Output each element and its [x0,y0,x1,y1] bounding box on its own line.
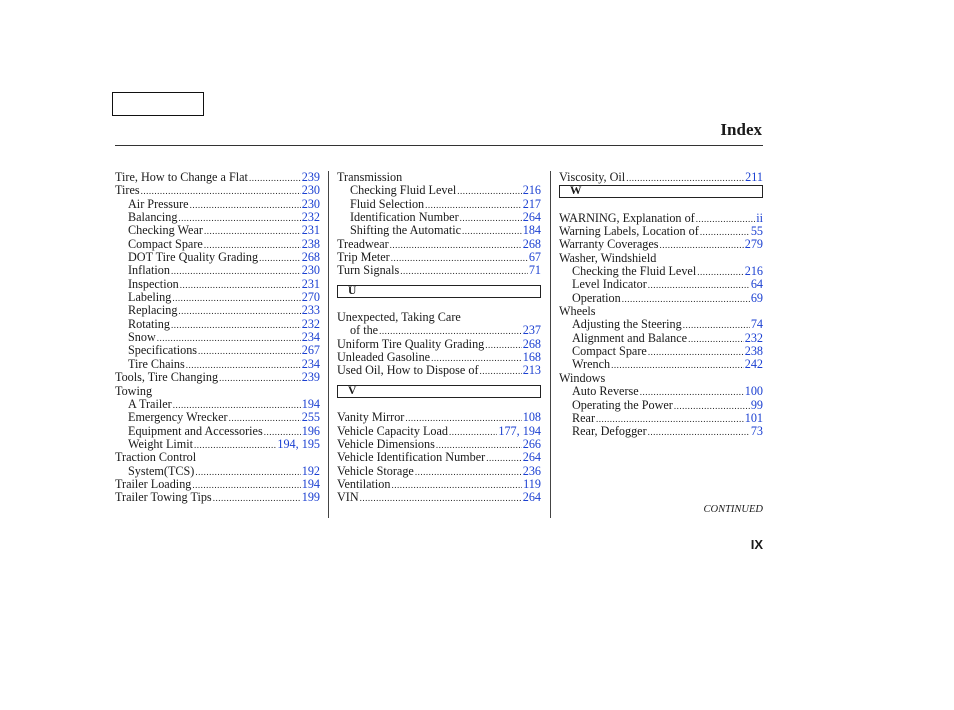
dot-leader [480,365,522,378]
spacer [337,298,541,311]
index-entry [337,478,541,491]
index-entry [337,351,541,364]
dot-leader [485,339,521,352]
dot-leader [486,452,521,465]
index-entry [337,251,541,264]
entry-label: Tire, How to Change a Flat [115,170,248,184]
entry-label: Used Oil, How to Dispose of [337,363,479,378]
dot-leader [683,319,750,332]
page-reference-link[interactable]: 266 [522,436,541,451]
entry-label: Compact Spare [572,344,647,359]
index-entry [337,264,541,277]
index-subentry [115,198,320,211]
index-entry [337,364,541,377]
spacer [559,198,763,211]
entry-label: Compact Spare [128,236,203,251]
dot-leader [190,199,301,212]
entry-label: Operation [572,290,621,305]
entry-label: VIN [337,490,359,505]
dot-leader [415,466,522,479]
entry-label: Snow [128,330,156,345]
entry-label: Towing [115,383,153,398]
index-letter-heading: U [337,285,541,298]
entry-label: Adjusting the Steering [572,317,682,332]
dot-leader [648,426,750,439]
entry-label: Fluid Selection [350,196,425,211]
entry-label: Trailer Towing Tips [115,490,212,505]
index-subentry [559,399,763,412]
page-reference-link[interactable]: 168 [522,350,541,365]
index-heading [337,311,541,324]
page-reference-link[interactable]: 268 [522,336,541,351]
index-entry [559,171,763,184]
page-reference-link[interactable]: 119 [523,476,541,491]
entry-label: Turn Signals [337,263,400,278]
dot-leader [194,439,276,452]
page-reference-link[interactable]: 231 [301,276,320,291]
index-subentry [115,331,320,344]
page-reference-link[interactable]: 264 [522,210,541,225]
page-reference-link[interactable]: 230 [301,183,320,198]
index-subentry [115,398,320,411]
entry-label: Vehicle Dimensions [337,436,435,451]
page-reference-link[interactable]: 237 [522,323,541,338]
page-reference-link[interactable]: 234 [301,330,320,345]
entry-label: Warranty Coverages [559,237,659,252]
page-reference-link[interactable]: 100 [744,384,763,399]
page-reference-link[interactable]: 268 [522,236,541,251]
entry-label: Checking Fluid Level [350,183,457,198]
index-subentry [115,344,320,357]
index-subentry [337,184,541,197]
dot-leader [622,293,750,306]
index-entry [559,238,763,251]
entry-label: Tire Chains [128,356,185,371]
entry-label: Operating the Power [572,397,673,412]
dot-leader [697,266,743,279]
page-reference-link[interactable]: 264 [522,490,541,505]
entry-label: Labeling [128,290,172,305]
index-heading [559,305,763,318]
index-entry [337,338,541,351]
entry-label: Shifting the Automatic [350,223,462,238]
page-reference-link[interactable]: 69 [750,290,763,305]
page-reference-link[interactable]: 74 [750,317,763,332]
dot-leader [204,225,301,238]
page-reference-link[interactable]: 216 [522,183,541,198]
index-subentry [337,211,541,224]
page-reference-link[interactable]: 238 [744,344,763,359]
index-letter-heading: V [337,385,541,398]
entry-label: Tools, Tire Changing [115,370,219,385]
entry-label: Ventilation [337,476,391,491]
continued-label: CONTINUED [703,504,763,515]
dot-leader [172,292,300,305]
index-entry [337,411,541,424]
entry-label: Balancing [128,210,178,225]
entry-label: Air Pressure [128,196,189,211]
page-number: IX [750,537,763,552]
page-reference-link[interactable]: 194, 195 [277,436,320,451]
entry-label: Transmission [337,170,403,184]
dot-leader [259,252,301,265]
page-reference-link[interactable]: 264 [522,450,541,465]
index-subentry [559,318,763,331]
entry-label: Trip Meter [337,250,390,265]
index-subentry [337,324,541,337]
index-subentry [115,318,320,331]
page-reference-link[interactable]: 216 [744,264,763,279]
page-reference-link[interactable]: 232 [301,210,320,225]
page-reference-link[interactable]: 99 [750,397,763,412]
dot-leader [648,346,744,359]
page-reference-link[interactable]: 196 [301,423,320,438]
entry-label: Inspection [128,276,179,291]
index-heading [337,171,541,184]
index-letter-heading: W [559,185,763,198]
dot-leader [195,466,300,479]
dot-leader [180,279,301,292]
entry-label: A Trailer [128,396,172,411]
dot-leader [449,426,497,439]
page-reference-link[interactable]: 242 [744,357,763,372]
entry-label: Auto Reverse [572,384,639,399]
dot-leader [390,239,522,252]
entry-label: Rear, Defogger [572,424,647,439]
entry-label: Checking the Fluid Level [572,264,697,279]
index-heading [115,451,320,464]
entry-label: Level Indicator [572,277,647,292]
index-entry [337,451,541,464]
entry-label: Uniform Tire Quality Grading [337,336,485,351]
page-reference-link[interactable]: 232 [744,330,763,345]
index-subentry [559,278,763,291]
index-subentry [337,198,541,211]
entry-label: Alignment and Balance [572,330,688,345]
page-reference-link[interactable]: 233 [301,303,320,318]
dot-leader [171,265,301,278]
dot-leader [198,345,301,358]
entry-label: Windows [559,370,606,385]
page-reference-link[interactable]: 217 [522,196,541,211]
page-reference-link[interactable]: 192 [301,463,320,478]
dot-leader [626,172,744,185]
dot-leader [460,212,522,225]
page-reference-link[interactable]: 101 [744,410,763,425]
entry-label: Specifications [128,343,198,358]
page-reference-link[interactable]: 239 [301,370,320,385]
index-subentry [115,211,320,224]
dot-leader [462,225,522,238]
page-reference-link[interactable]: 267 [301,343,320,358]
dot-leader [648,279,750,292]
entry-label: Emergency Wrecker [128,410,228,425]
entry-label: Checking Wear [128,223,203,238]
index-subentry [559,345,763,358]
page-reference-link[interactable]: 239 [301,170,320,184]
page-reference-link[interactable]: 194 [301,396,320,411]
index-subentry [559,292,763,305]
dot-leader [219,372,301,385]
index-subentry [115,251,320,264]
index-subentry [559,425,763,438]
entry-label: Replacing [128,303,178,318]
index-subentry [559,265,763,278]
index-entry [337,425,541,438]
index-subentry [115,411,320,424]
page-reference-link[interactable]: 55 [750,224,763,239]
index-subentry [115,304,320,317]
index-heading [559,252,763,265]
section-tab-box [112,92,204,116]
entry-label: Warning Labels, Location of [559,224,699,239]
entry-label: Vehicle Identification Number [337,450,486,465]
index-heading [115,385,320,398]
dot-leader [660,239,744,252]
index-entry [559,212,763,225]
column-divider-1 [328,171,329,518]
entry-label: Viscosity, Oil [559,170,626,184]
entry-label: Traction Control [115,450,197,465]
page-reference-link[interactable]: 213 [522,363,541,378]
entry-label: Unexpected, Taking Care [337,310,461,325]
entry-label: of the [350,323,379,338]
entry-label: DOT Tire Quality Grading [128,250,259,265]
index-subentry [115,425,320,438]
index-subentry [337,224,541,237]
index-entry [337,465,541,478]
index-entry [115,171,320,184]
index-entry [337,491,541,504]
index-subentry [115,358,320,371]
index-entry [115,371,320,384]
index-entry [115,478,320,491]
page-reference-link[interactable]: ii [756,210,763,225]
page-reference-link[interactable]: 238 [301,236,320,251]
page-reference-link[interactable]: 268 [301,250,320,265]
entry-label: Trailer Loading [115,476,192,491]
index-subentry [115,438,320,451]
index-subentry [559,385,763,398]
page-reference-link[interactable]: 230 [301,263,320,278]
dot-leader [360,492,522,505]
dot-leader [688,333,744,346]
page-reference-link[interactable]: 67 [528,250,541,265]
index-subentry [115,465,320,478]
dot-leader [178,305,300,318]
dot-leader [400,265,528,278]
index-subentry [115,224,320,237]
page-reference-link[interactable]: 64 [750,277,763,292]
dot-leader [611,359,744,372]
dot-leader [391,479,522,492]
page-reference-link[interactable]: 71 [528,263,541,278]
index-subentry [559,412,763,425]
entry-label: Tires [115,183,140,198]
dot-leader [249,172,301,185]
page-reference-link[interactable]: 236 [522,463,541,478]
entry-label: Vanity Mirror [337,410,405,425]
page-reference-link[interactable]: 177, 194 [498,423,541,438]
entry-label: Wheels [559,304,596,319]
page-reference-link[interactable]: 234 [301,356,320,371]
dot-leader [696,213,755,226]
page-reference-link[interactable]: 231 [301,223,320,238]
dot-leader [674,400,750,413]
entry-label: Identification Number [350,210,459,225]
page-reference-link[interactable]: 230 [301,196,320,211]
index-subentry [115,278,320,291]
page-title: Index [720,120,762,139]
index-column-1 [115,171,320,505]
entry-label: Vehicle Capacity Load [337,423,448,438]
index-heading [559,372,763,385]
entry-label: Treadwear [337,236,389,251]
page-reference-link[interactable]: 73 [750,424,763,439]
entry-label: Unleaded Gasoline [337,350,431,365]
entry-label: Rear [572,410,596,425]
index-entry [337,438,541,451]
entry-label: System(TCS) [128,463,195,478]
index-subentry [115,291,320,304]
header-divider [115,145,763,146]
entry-label: Rotating [128,316,170,331]
dot-leader [171,319,301,332]
page-reference-link[interactable]: 199 [301,490,320,505]
index-subentry [115,238,320,251]
entry-label: Inflation [128,263,170,278]
index-subentry [559,332,763,345]
index-entry [337,238,541,251]
dot-leader [213,492,301,505]
index-entry [559,225,763,238]
dot-leader [700,226,750,239]
index-subentry [115,264,320,277]
column-divider-2 [550,171,551,518]
dot-leader [391,252,528,265]
page-reference-link[interactable]: 108 [522,410,541,425]
entry-label: Wrench [572,357,611,372]
entry-label: Vehicle Storage [337,463,414,478]
index-column-2 [337,171,541,505]
index-entry [115,491,320,504]
page-reference-link[interactable]: 232 [301,316,320,331]
page-reference-link[interactable]: 184 [522,223,541,238]
entry-label: Weight Limit [128,436,194,451]
index-entry [115,184,320,197]
entry-label: Equipment and Accessories [128,423,263,438]
entry-label: Washer, Windshield [559,250,657,265]
page-reference-link[interactable]: 211 [745,170,763,184]
page-reference-link[interactable]: 194 [301,476,320,491]
index-subentry [559,358,763,371]
entry-label: WARNING, Explanation of [559,210,695,225]
index-column-3 [559,171,763,439]
page-reference-link[interactable]: 270 [301,290,320,305]
page-reference-link[interactable]: 279 [744,237,763,252]
spacer [337,398,541,411]
dot-leader [457,185,521,198]
page-reference-link[interactable]: 255 [301,410,320,425]
